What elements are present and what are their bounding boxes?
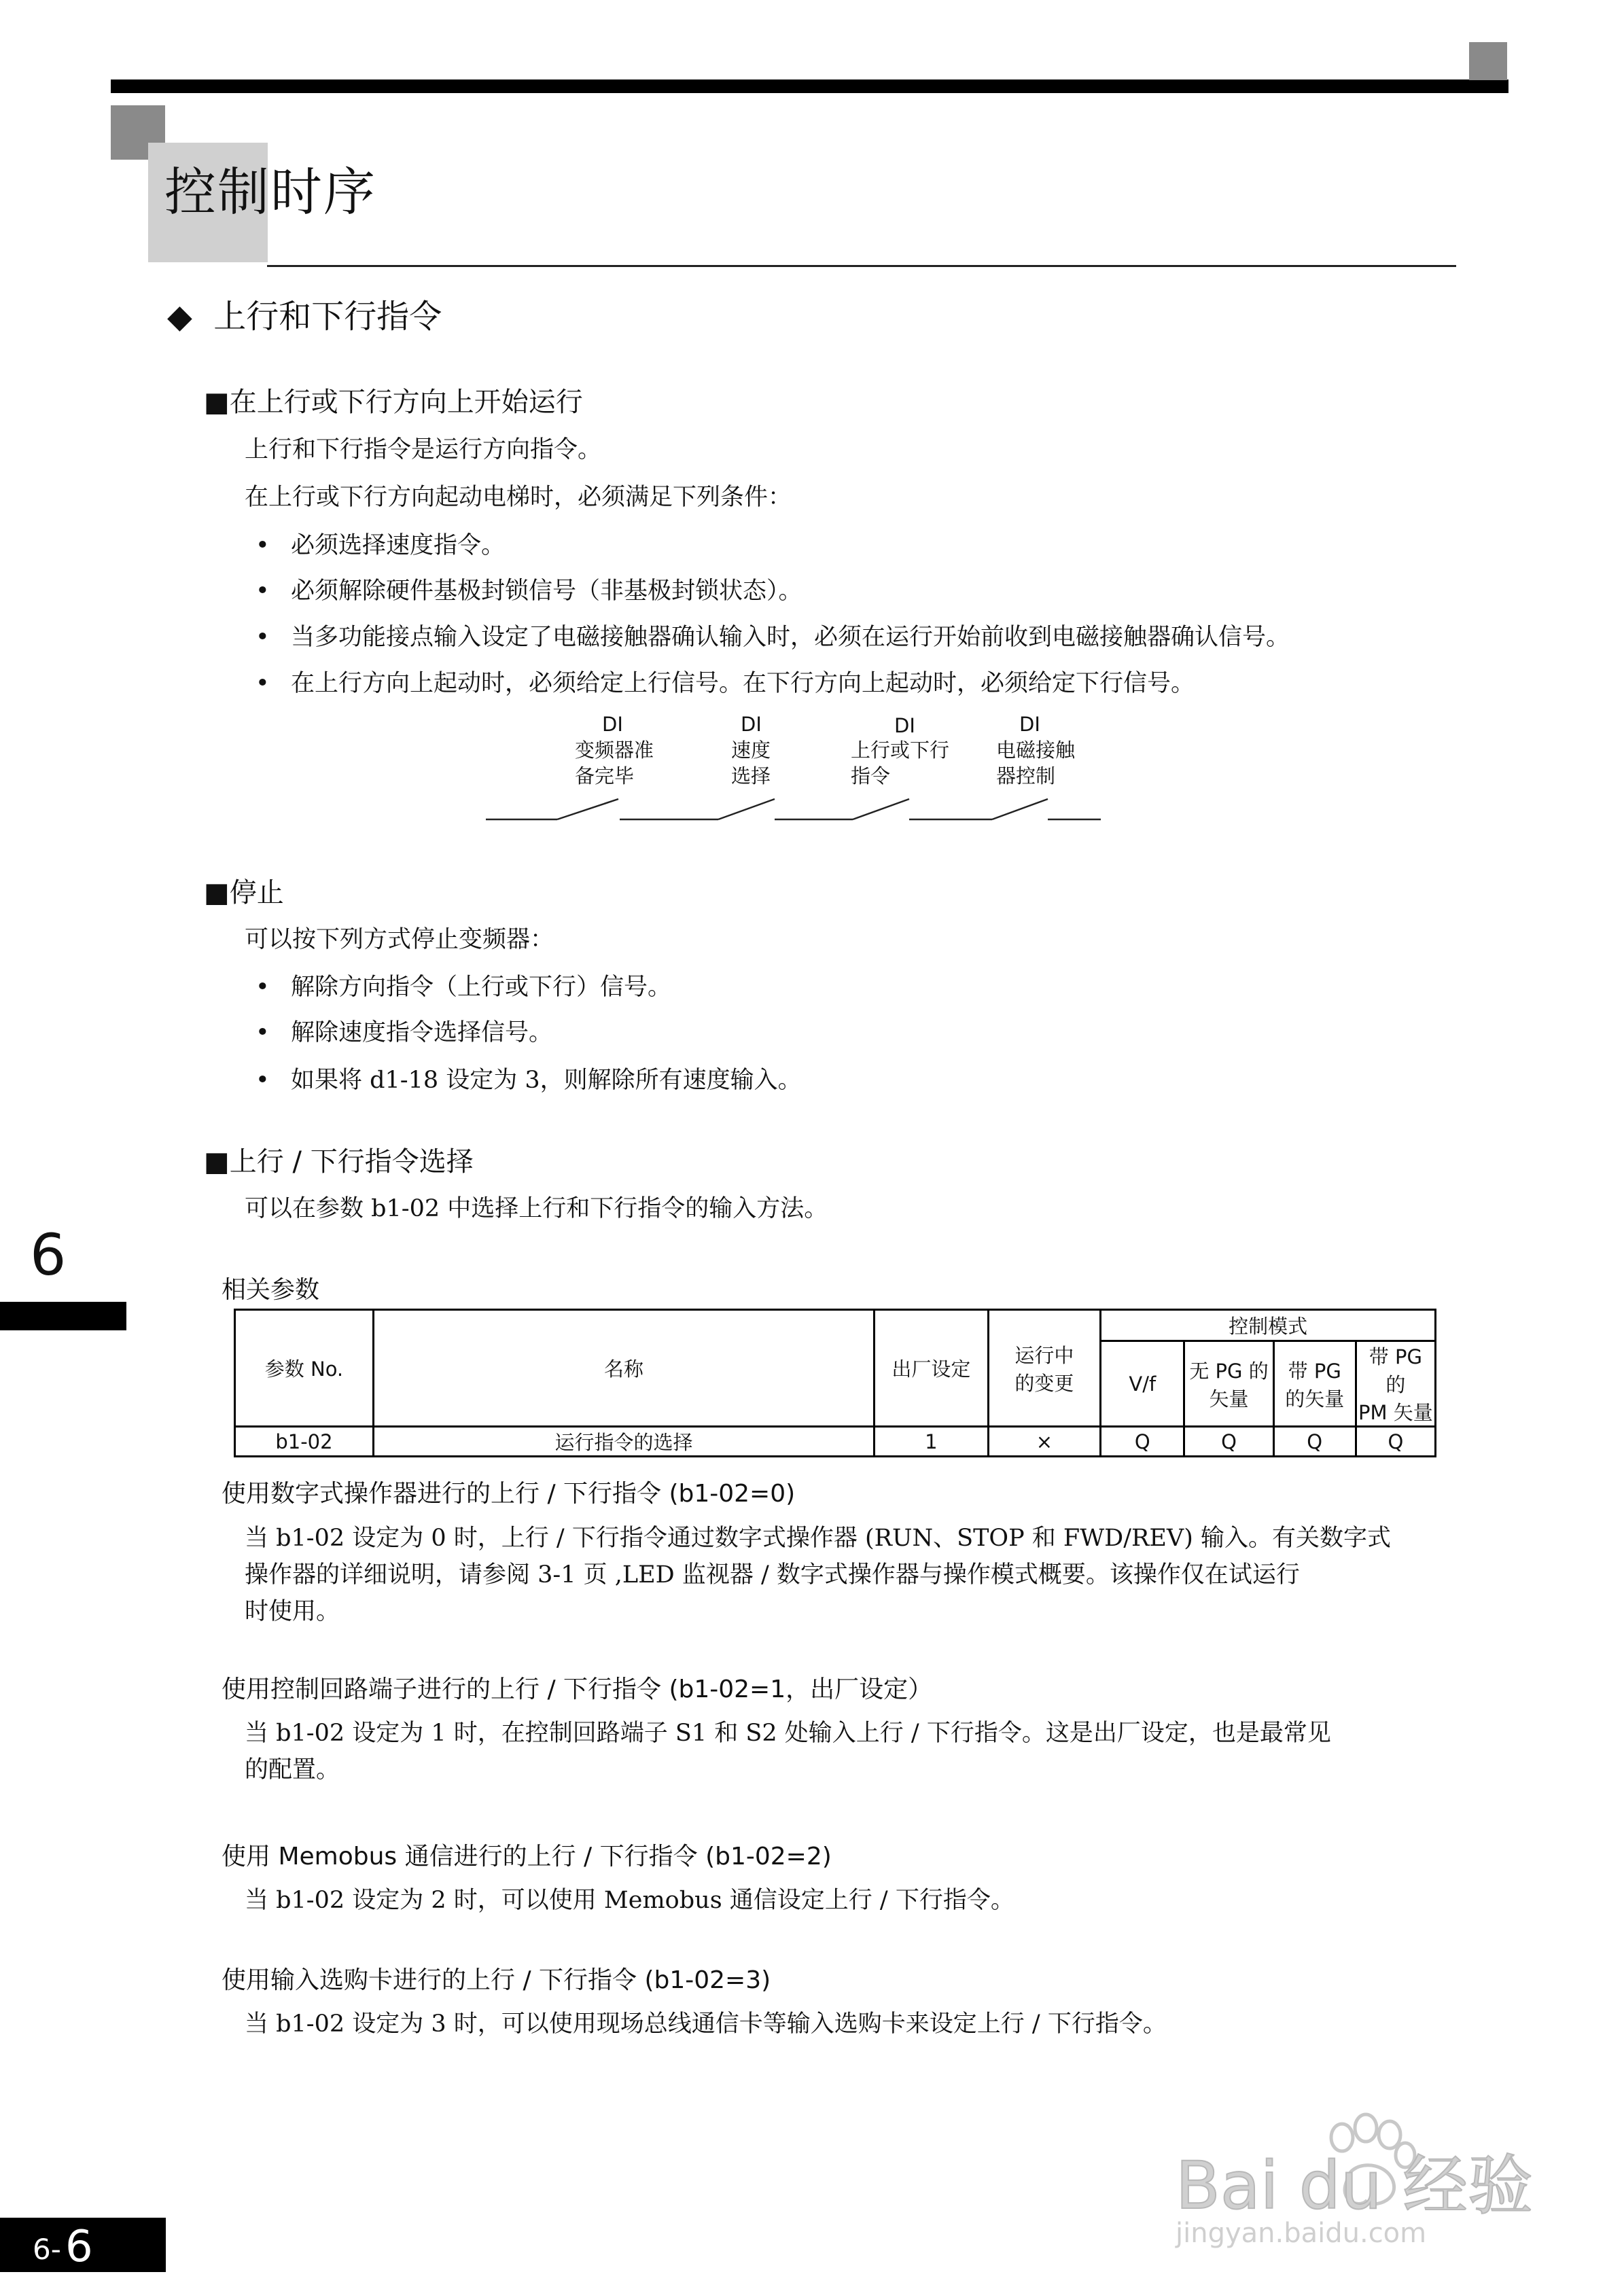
diagram-label-4a: 电磁接触 xyxy=(996,739,1076,762)
cell-pg: Q xyxy=(1273,1427,1356,1457)
method-0-line-2: 操作器的详细说明，请参阅 3-1 页 ,LED 监视器 / 数字式操作器与操作模式概要。该操作仅在试运行 xyxy=(245,1561,1300,1589)
diagram-di-3: DI xyxy=(894,714,915,737)
cell-name: 运行指令的选择 xyxy=(373,1427,874,1457)
parameter-table xyxy=(234,1309,1436,1457)
cell-change: × xyxy=(988,1427,1101,1457)
col-header-mode: 控制模式 xyxy=(1101,1310,1436,1341)
diagram-di-4: DI xyxy=(1019,713,1040,736)
col-header-param: 参数 No. xyxy=(235,1310,374,1427)
title-underline xyxy=(267,265,1456,267)
stop-intro: 可以按下列方式停止变频器： xyxy=(245,926,554,953)
method-0-line-1: 当 b1-02 设定为 0 时，上行 / 下行指令通过数字式操作器 (RUN、STOP 和 FWD/REV) 输入。有关数字式 xyxy=(245,1525,1391,1552)
diagram-label-2a: 速度 xyxy=(731,739,771,762)
col-header-pm: 带 PG 的 PM 矢量 xyxy=(1356,1341,1435,1427)
diagram-di-2: DI xyxy=(741,713,762,736)
diagram-label-1b: 备完毕 xyxy=(575,764,635,787)
method-2-title: 使用 Memobus 通信进行的上行 / 下行指令 (b1-02=2) xyxy=(222,1843,832,1871)
subsection-start-title: ■在上行或下行方向上开始运行 xyxy=(204,387,583,418)
bullet-dot-icon: • xyxy=(255,670,270,697)
bullet-dot-icon: • xyxy=(255,1019,270,1046)
col-header-pg: 带 PG 的矢量 xyxy=(1273,1341,1356,1427)
diagram-di-1: DI xyxy=(602,713,623,736)
watermark-brand: Bai du 经验 xyxy=(1176,2148,1534,2224)
contact-switch-1 xyxy=(557,799,618,819)
diagram-label-3b: 指令 xyxy=(851,764,891,787)
method-0-title: 使用数字式操作器进行的上行 / 下行指令 (b1-02=0) xyxy=(222,1480,796,1508)
table-caption: 相关参数 xyxy=(222,1276,320,1304)
stop-bullet-2: • 解除速度指令选择信号。 xyxy=(255,1019,553,1046)
diagram-label-1a: 变频器准 xyxy=(575,739,654,762)
table-row xyxy=(235,1427,1436,1457)
diagram-label-3a: 上行或下行 xyxy=(851,739,950,762)
chapter-number: 6 xyxy=(30,1222,67,1288)
method-2-line-1: 当 b1-02 设定为 2 时，可以使用 Memobus 通信设定上行 / 下行指令。 xyxy=(245,1887,1014,1914)
select-intro: 可以在参数 b1-02 中选择上行和下行指令的输入方法。 xyxy=(245,1195,828,1222)
header-rule xyxy=(111,79,1508,93)
method-1-line-1: 当 b1-02 设定为 1 时，在控制回路端子 S1 和 S2 处输入上行 / 下行指令。这是出厂设定，也是最常见 xyxy=(245,1720,1331,1747)
baidu-watermark-logo xyxy=(1169,2072,1549,2249)
start-intro-1: 上行和下行指令是运行方向指令。 xyxy=(245,436,602,463)
method-1-title: 使用控制回路端子进行的上行 / 下行指令 (b1-02=1，出厂设定） xyxy=(222,1676,933,1703)
contact-switch-3 xyxy=(853,799,909,819)
method-3-line-1: 当 b1-02 设定为 3 时，可以使用现场总线通信卡等输入选购卡来设定上行 / 下行指令。 xyxy=(245,2010,1167,2038)
start-bullet-2: • 必须解除硬件基极封锁信号（非基极封锁状态）。 xyxy=(255,578,802,605)
col-header-default: 出厂设定 xyxy=(875,1310,989,1427)
diamond-icon: ◆ xyxy=(167,298,192,336)
cell-pm: Q xyxy=(1356,1427,1435,1457)
col-header-name: 名称 xyxy=(373,1310,874,1427)
page-number-box xyxy=(0,2218,166,2272)
section-heading xyxy=(167,290,442,337)
bullet-dot-icon: • xyxy=(255,578,270,605)
section-heading-text: 上行和下行指令 xyxy=(213,298,442,336)
start-bullet-3: • 当多功能接点输入设定了电磁接触器确认输入时，必须在运行开始前收到电磁接触器确认信号。 xyxy=(255,624,1290,651)
method-1-line-2: 的配置。 xyxy=(245,1756,340,1784)
contact-switch-4 xyxy=(992,799,1048,819)
page-title: 控制时序 xyxy=(164,162,376,222)
cell-default: 1 xyxy=(875,1427,989,1457)
diagram-label-2b: 选择 xyxy=(731,764,771,787)
start-intro-2: 在上行或下行方向起动电梯时，必须满足下列条件： xyxy=(245,484,792,511)
bullet-dot-icon: • xyxy=(255,974,270,1001)
cell-vf: Q xyxy=(1101,1427,1184,1457)
start-bullet-1: • 必须选择速度指令。 xyxy=(255,532,506,559)
start-bullet-4: • 在上行方向上起动时，必须给定上行信号。在下行方向上起动时，必须给定下行信号。 xyxy=(255,670,1195,697)
col-header-vf: V/f xyxy=(1101,1341,1184,1427)
bullet-dot-icon: • xyxy=(255,624,270,651)
contact-switch-2 xyxy=(718,799,775,819)
page-number: 6 xyxy=(65,2222,93,2272)
subsection-select-title: ■上行 / 下行指令选择 xyxy=(204,1146,474,1177)
contact-series-diagram xyxy=(476,788,1114,836)
subsection-stop-title: ■停止 xyxy=(204,877,284,908)
cell-param: b1-02 xyxy=(235,1427,374,1457)
bullet-dot-icon: • xyxy=(255,1067,270,1094)
cell-nopg: Q xyxy=(1184,1427,1273,1457)
method-0-line-3: 时使用。 xyxy=(245,1598,340,1625)
header-corner-square xyxy=(1469,42,1507,80)
stop-bullet-3: • 如果将 d1-18 设定为 3，则解除所有速度输入。 xyxy=(255,1067,802,1094)
bullet-dot-icon: • xyxy=(255,532,270,559)
col-header-change: 运行中 的变更 xyxy=(988,1310,1101,1427)
page-number-prefix: 6- xyxy=(33,2233,61,2266)
watermark-url: jingyan.baidu.com xyxy=(1176,2218,1427,2249)
chapter-bar xyxy=(0,1302,126,1330)
stop-bullet-1: • 解除方向指令（上行或下行）信号。 xyxy=(255,974,672,1001)
method-3-title: 使用输入选购卡进行的上行 / 下行指令 (b1-02=3) xyxy=(222,1966,771,1994)
col-header-nopg: 无 PG 的 矢量 xyxy=(1184,1341,1273,1427)
diagram-label-4b: 器控制 xyxy=(996,764,1056,787)
